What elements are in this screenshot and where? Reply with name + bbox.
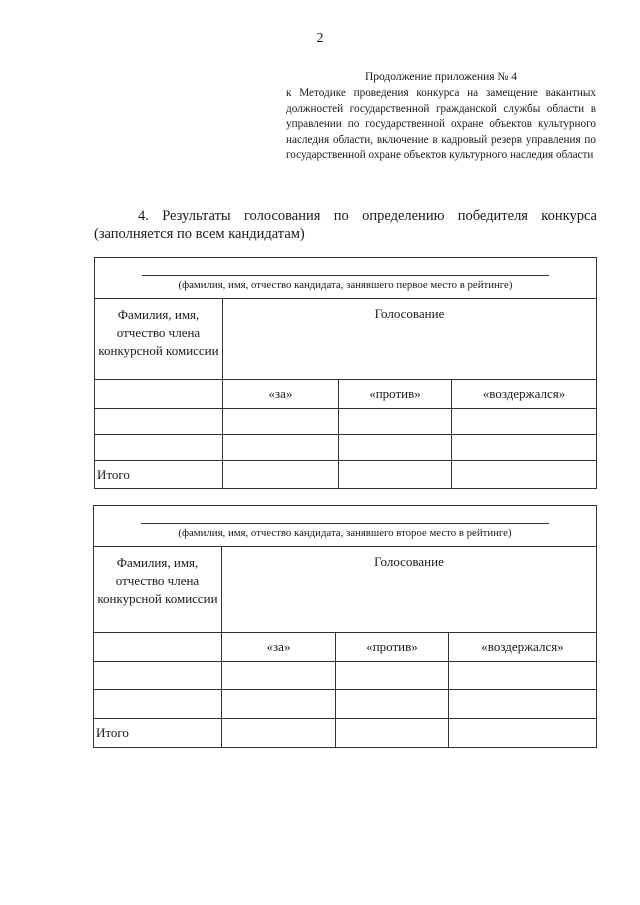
appendix-title: Продолжение приложения № 4 <box>364 71 518 83</box>
vote-cell <box>452 435 597 461</box>
empty-cell <box>95 380 223 409</box>
total-cell <box>222 719 336 748</box>
total-cell <box>452 461 597 489</box>
total-cell <box>449 719 597 748</box>
caption-row <box>94 506 597 547</box>
candidate-caption-cell <box>95 258 597 299</box>
total-label: Итого <box>95 461 223 489</box>
vote-cell <box>449 662 597 690</box>
appendix-text: к Методике проведения конкурса на замещение вакантных должностей государственной гражданской службы области в управлении по государственной охране объектов культурного наследия области, включение в кадровый резерв управления по государственной охране объектов культурного наследия области <box>286 87 596 162</box>
option-against: «против» <box>336 633 449 662</box>
vote-cell <box>336 690 449 719</box>
member-cell <box>95 409 223 435</box>
table-row <box>94 690 597 719</box>
member-cell <box>94 662 222 690</box>
member-header: Фамилия, имя, отчество члена конкурсной комиссии <box>94 547 222 633</box>
option-for: «за» <box>223 380 339 409</box>
header-row <box>94 547 597 633</box>
header-row <box>95 299 597 380</box>
table-row <box>95 435 597 461</box>
vote-cell <box>223 409 339 435</box>
total-row <box>94 719 597 748</box>
option-for: «за» <box>222 633 336 662</box>
option-abstain: «воздержался» <box>452 380 597 409</box>
caption-row <box>95 258 597 299</box>
candidate-caption: (фамилия, имя, отчество кандидата, занявшего второе место в рейтинге) <box>178 527 512 539</box>
vote-cell <box>222 690 336 719</box>
voting-table-first-place <box>94 257 597 489</box>
voting-table-second-place <box>93 505 597 748</box>
option-against: «против» <box>339 380 452 409</box>
total-cell <box>223 461 339 489</box>
table-row <box>94 662 597 690</box>
vote-cell <box>336 662 449 690</box>
vote-cell <box>449 690 597 719</box>
option-abstain: «воздержался» <box>449 633 597 662</box>
total-label: Итого <box>94 719 222 748</box>
vote-cell <box>452 409 597 435</box>
member-cell <box>94 690 222 719</box>
member-header: Фамилия, имя, отчество члена конкурсной комиссии <box>95 299 223 380</box>
appendix-block <box>286 70 596 163</box>
vote-cell <box>339 435 452 461</box>
vote-cell <box>222 662 336 690</box>
section-heading: 4. Результаты голосования по определению победителя конкурса (заполняется по всем кандидатам) <box>94 208 597 242</box>
voting-header: Голосование <box>223 299 597 380</box>
candidate-caption-cell <box>94 506 597 547</box>
options-row <box>94 633 597 662</box>
vote-cell <box>223 435 339 461</box>
candidate-caption: (фамилия, имя, отчество кандидата, занявшего первое место в рейтинге) <box>178 279 513 291</box>
table-row <box>95 409 597 435</box>
page-number: 2 <box>316 31 324 46</box>
candidate-name-line <box>141 523 549 524</box>
candidate-name-line <box>142 275 549 276</box>
total-cell <box>336 719 449 748</box>
vote-cell <box>339 409 452 435</box>
total-cell <box>339 461 452 489</box>
options-row <box>95 380 597 409</box>
member-cell <box>95 435 223 461</box>
empty-cell <box>94 633 222 662</box>
total-row <box>95 461 597 489</box>
voting-header: Голосование <box>222 547 597 633</box>
